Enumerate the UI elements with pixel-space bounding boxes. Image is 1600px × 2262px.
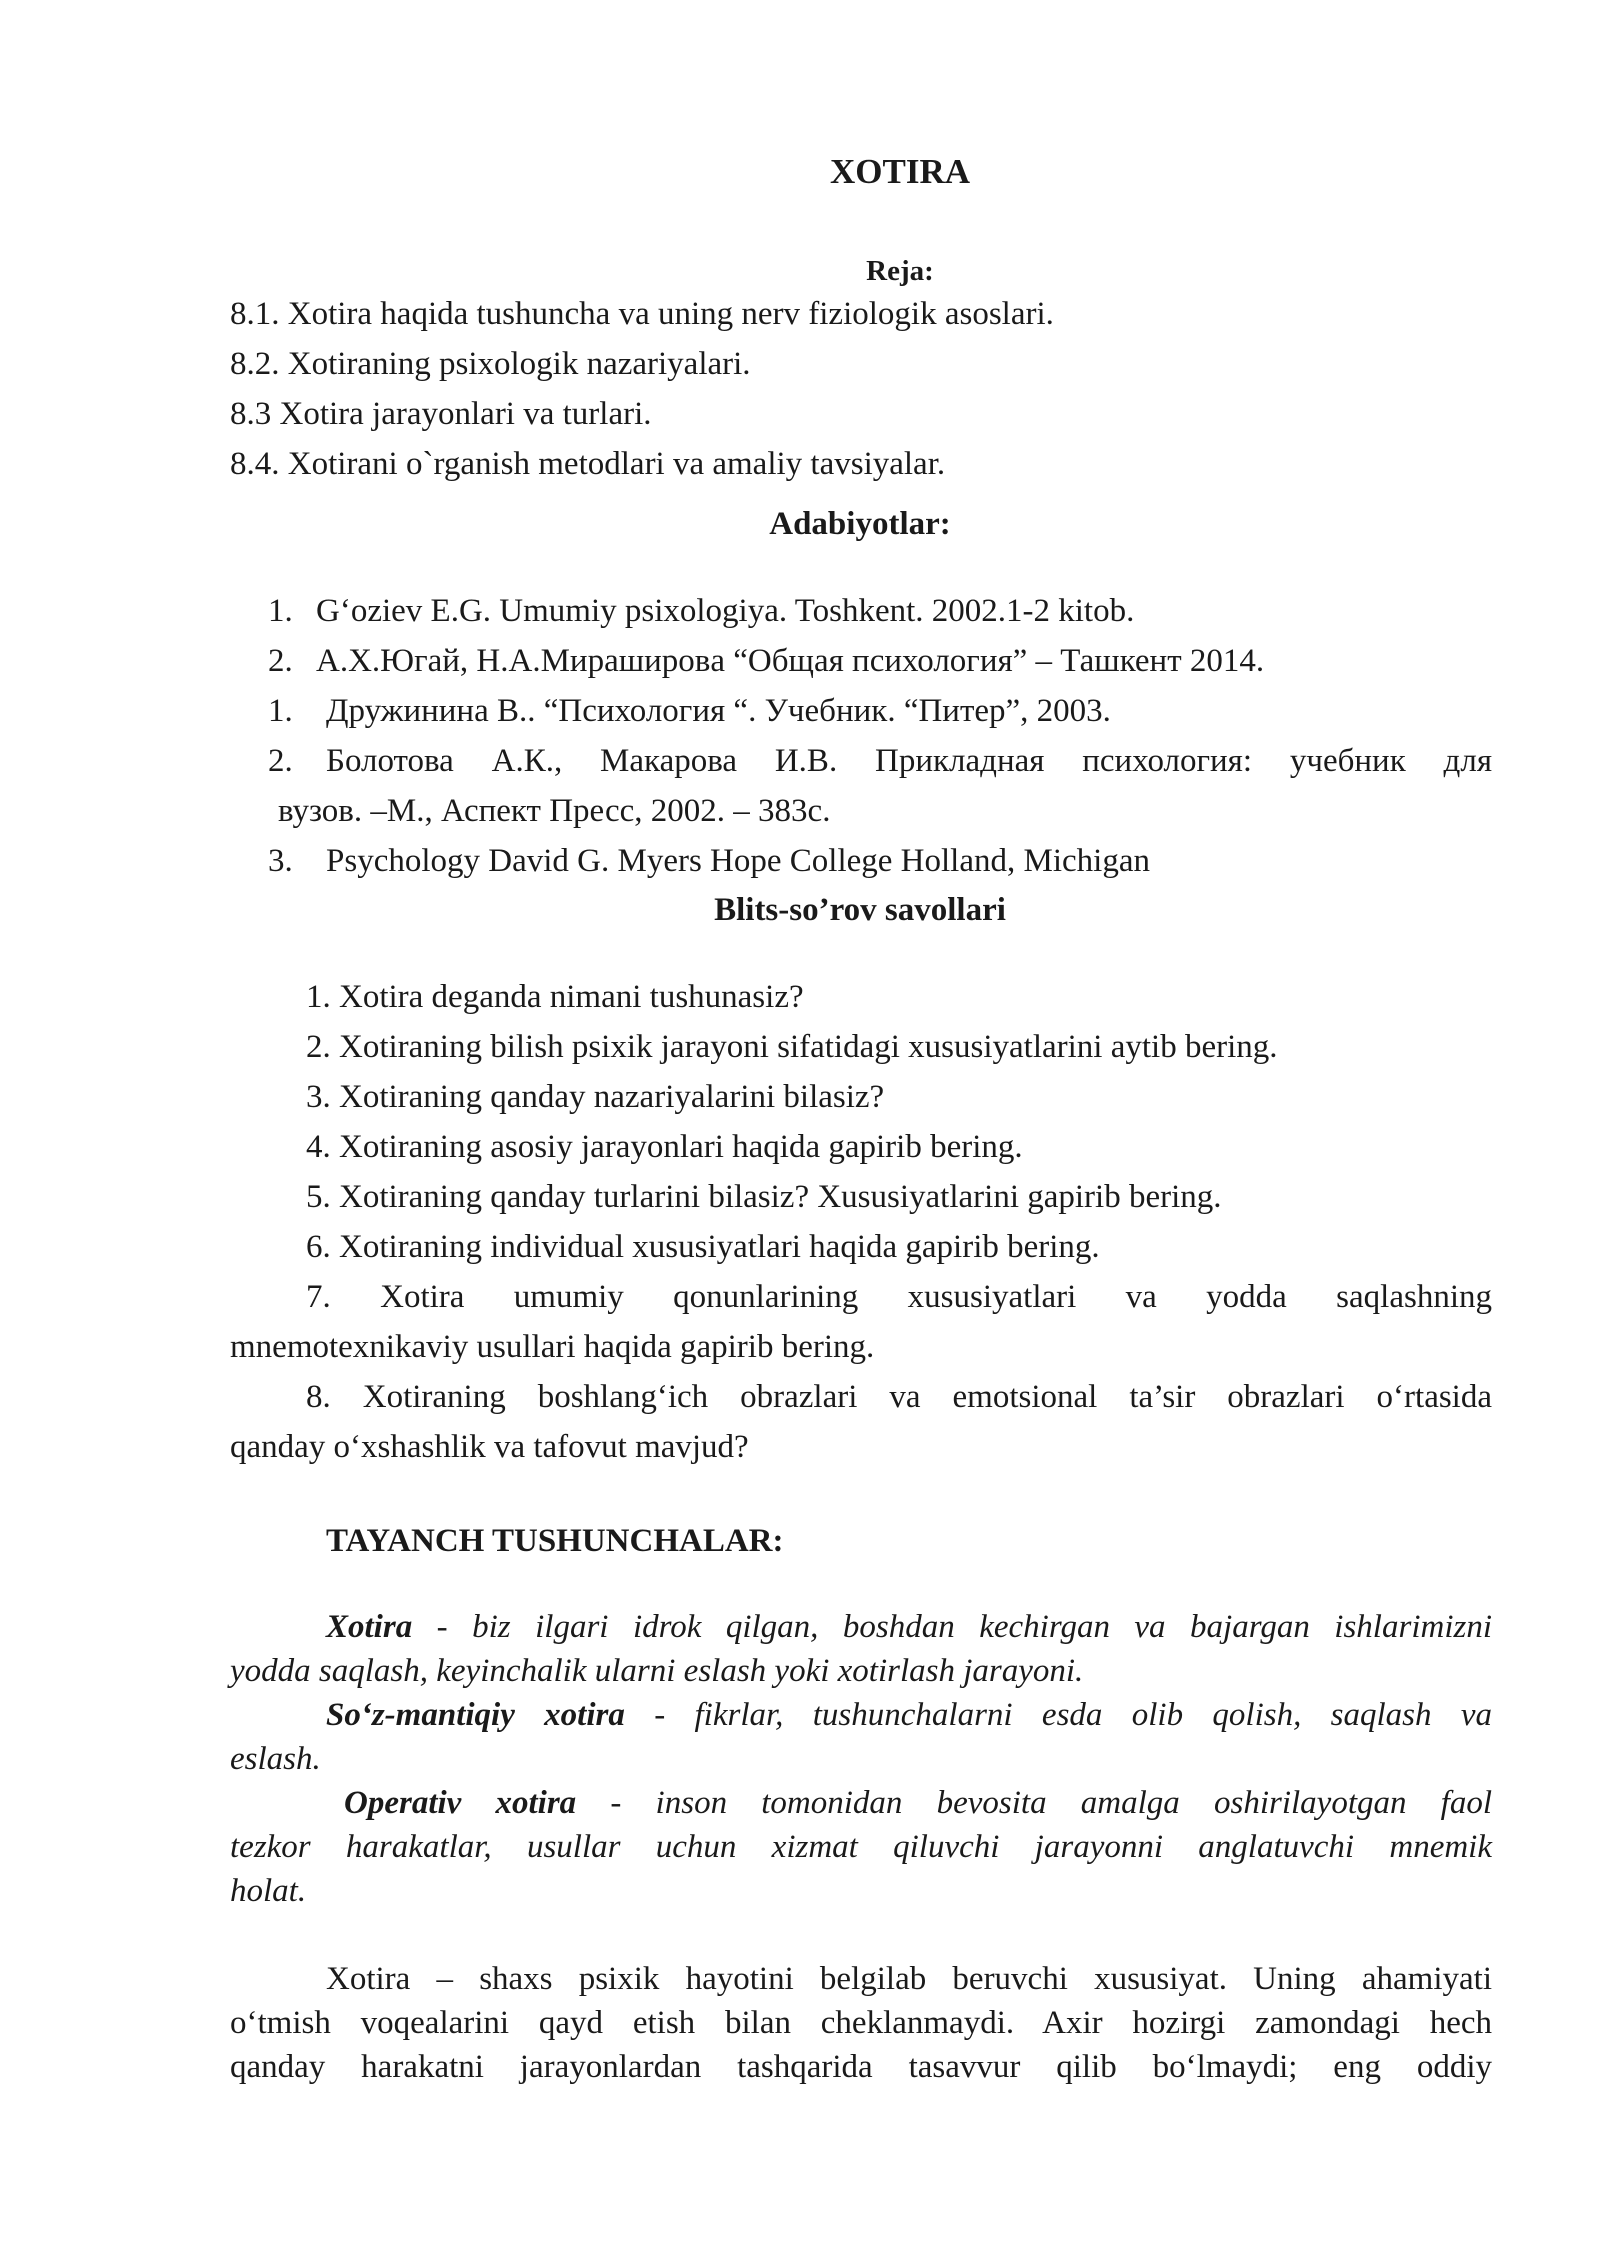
reference-text: Дружинина В.. “Психология “. Учебник. “Питер”, 2003.: [326, 693, 1111, 729]
term-definition-continuation: eslash.: [230, 1741, 321, 1777]
question-item-continuation: qanday o‘xshashlik va tafovut mavjud?: [230, 1429, 749, 1465]
reference-continuation: вузов. –М., Аспект Пресс, 2002. – 383с.: [278, 793, 831, 829]
reja-heading: Reja:: [866, 255, 934, 287]
reja-item: 8.4. Xotirani o`rganish metodlari va amaliy tavsiyalar.: [230, 446, 946, 482]
reja-item: 8.2. Xotiraning psixologik nazariyalari.: [230, 346, 751, 382]
question-item: 8. Xotiraning boshlang‘ich obrazlari va emotsional ta’sir obrazlari o‘rtasida: [306, 1379, 1492, 1415]
reja-item: 8.3 Xotira jarayonlari va turlari.: [230, 396, 652, 432]
term-definition: [326, 1606, 1492, 1648]
term-definition-continuation: holat.: [230, 1873, 307, 1909]
blits-heading: Blits-so’rov savollari: [714, 892, 1006, 928]
term-definition-continuation: tezkor harakatlar, usullar uchun xizmat qiluvchi jarayonni anglatuvchi mnemik: [230, 1829, 1492, 1865]
reference-text: Psychology David G. Myers Hope College Holland, Michigan: [326, 843, 1150, 879]
question-item: 5. Xotiraning qanday turlarini bilasiz? Xususiyatlarini gapirib bering.: [306, 1179, 1222, 1215]
body-paragraph-line: Xotira – shaxs psixik hayotini belgilab beruvchi xususiyat. Uning ahamiyati: [326, 1961, 1492, 1997]
term-definition: [326, 1694, 1492, 1736]
term-text: - biz ilgari idrok qilgan, boshdan kechirgan va bajargan ishlarimizni: [412, 1609, 1492, 1645]
term-text: - fikrlar, tushunchalarni esda olib qolish, saqlash va: [624, 1697, 1492, 1733]
adabiyotlar-heading: Adabiyotlar:: [769, 506, 951, 542]
reference-number: 1.: [268, 693, 293, 729]
question-item: 3. Xotiraning qanday nazariyalarini bilasiz?: [306, 1079, 885, 1115]
tayanch-heading: TAYANCH TUSHUNCHALAR:: [326, 1523, 784, 1559]
term-definition-continuation: yodda saqlash, keyinchalik ularni eslash yoki xotirlash jarayoni.: [230, 1653, 1084, 1689]
reference-text: G‘oziev E.G. Umumiy psixologiya. Toshkent. 2002.1-2 kitob.: [316, 593, 1135, 629]
term-text: - inson tomonidan bevosita amalga oshirilayotgan faol: [576, 1785, 1493, 1821]
question-item: 1. Xotira deganda nimani tushunasiz?: [306, 979, 804, 1015]
body-paragraph-line: qanday harakatni jarayonlardan tashqarida tasavvur qilib bo‘lmaydi; eng oddiy: [230, 2049, 1492, 2085]
term-name: Xotira: [326, 1609, 413, 1645]
document-title: XOTIRA: [829, 152, 971, 191]
term-name: Operativ xotira: [344, 1785, 577, 1821]
reference-text: А.Х.Югай, Н.А.Мирашировa “Общая психология” – Ташкент 2014.: [316, 643, 1265, 679]
question-item: 7. Xotira umumiy qonunlarining xususiyatlari va yodda saqlashning: [306, 1279, 1492, 1315]
term-definition: [344, 1782, 1492, 1824]
body-paragraph-line: o‘tmish voqealarini qayd etish bilan cheklanmaydi. Axir hozirgi zamondagi hech: [230, 2005, 1492, 2041]
reference-number: 3.: [268, 843, 293, 879]
reference-number: 1.: [268, 593, 293, 629]
reja-item: 8.1. Xotira haqida tushuncha va uning nerv fiziologik asoslari.: [230, 296, 1054, 332]
question-item: 4. Xotiraning asosiy jarayonlari haqida gapirib bering.: [306, 1129, 1023, 1165]
question-item: 6. Xotiraning individual xususiyatlari haqida gapirib bering.: [306, 1229, 1100, 1265]
reference-text: Болотова А.К., Макарова И.В. Прикладная психология: учебник для: [326, 743, 1492, 779]
reference-number: 2.: [268, 743, 293, 779]
term-name: So‘z-mantiqiy xotira: [326, 1697, 625, 1733]
question-item-continuation: mnemotexnikaviy usullari haqida gapirib bering.: [230, 1329, 875, 1365]
question-item: 2. Xotiraning bilish psixik jarayoni sifatidagi xususiyatlarini aytib bering.: [306, 1029, 1278, 1065]
reference-number: 2.: [268, 643, 293, 679]
